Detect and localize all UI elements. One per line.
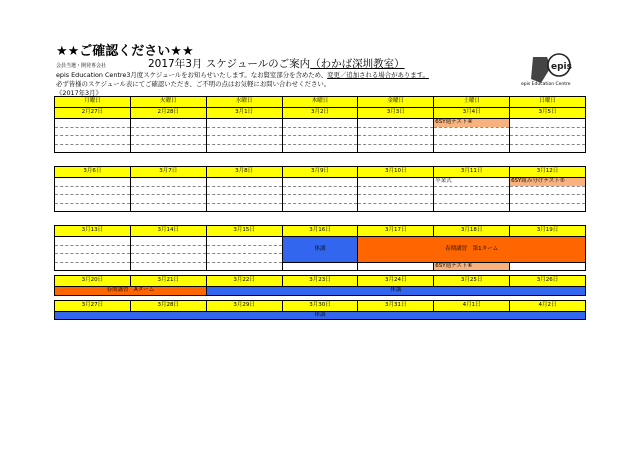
event-spring-course-block: 春期講習 Aターム <box>55 287 207 296</box>
date-cell: 3月24日 <box>358 276 434 287</box>
page-title: ★★ご確認ください★★ <box>56 44 194 59</box>
event-holiday-block: 休講 <box>282 237 358 263</box>
date-cell: 2月27日 <box>55 108 131 119</box>
date-cell: 3月1日 <box>206 108 282 119</box>
week-4-dates <box>55 276 586 287</box>
logo-caption: epis Education Centre <box>521 82 571 87</box>
date-cell: 3月5日 <box>510 108 586 119</box>
company-line: 会員当選・開発専会社 <box>56 63 107 69</box>
week-5-dates <box>55 300 586 311</box>
notice-text: epis Education Centre3月度スケジュールをお知らせいたします。なお賢室部分を含めため、 <box>56 71 328 79</box>
date-cell: 3月9日 <box>282 167 358 178</box>
week-1-row-2 <box>55 127 586 136</box>
month-label: 《2017年3月》 <box>56 89 102 97</box>
date-cell: 2月28日 <box>130 108 206 119</box>
subtitle-school: （わかば深圳教室） <box>310 58 405 70</box>
date-cell: 3月22日 <box>206 276 282 287</box>
weekday-thu: 木曜日 <box>282 97 358 108</box>
weekday-mon: 月曜日 <box>55 97 131 108</box>
date-cell: 3月8日 <box>206 167 282 178</box>
week-1-row-1 <box>55 119 586 128</box>
schedule-calendar <box>54 96 586 320</box>
date-cell: 3月26日 <box>510 276 586 287</box>
date-cell: 3月6日 <box>55 167 131 178</box>
date-cell: 3月20日 <box>55 276 131 287</box>
notice-line-2: 必ず皆様のスケジュール表にてご確認いただき、ご不明の点はお気軽にお問い合わせください。 <box>56 80 331 88</box>
week-2-row-1 <box>55 178 586 187</box>
event-holiday-block: 休講 <box>55 311 586 320</box>
date-cell: 3月13日 <box>55 226 131 237</box>
event-test-cell: 6SY週テスト④ <box>434 119 510 128</box>
event-holiday-block: 休講 <box>206 287 585 296</box>
date-cell: 3月19日 <box>510 226 586 237</box>
date-cell: 3月14日 <box>130 226 206 237</box>
date-cell: 3月4日 <box>434 108 510 119</box>
event-test-cell: 6SY週テスト⑥ <box>434 262 510 271</box>
date-cell: 3月27日 <box>55 300 131 311</box>
date-cell: 3月16日 <box>282 226 358 237</box>
event-graduation-cell: 卒業式 <box>434 178 510 187</box>
date-cell: 3月29日 <box>206 300 282 311</box>
event-test-cell: 6SY組み分けテスト⑤ <box>510 178 586 187</box>
week-2-row-3 <box>55 195 586 204</box>
date-cell: 3月7日 <box>130 167 206 178</box>
week-1-row-4 <box>55 144 586 153</box>
week-2-row-4 <box>55 203 586 212</box>
date-cell: 4月2日 <box>510 300 586 311</box>
week-3-row-4 <box>55 262 586 271</box>
week-3-dates <box>55 226 586 237</box>
date-cell: 3月11日 <box>434 167 510 178</box>
schedule-subtitle <box>148 56 405 71</box>
date-cell: 3月21日 <box>130 276 206 287</box>
date-cell: 3月3日 <box>358 108 434 119</box>
notice-line-1 <box>56 70 429 79</box>
weekday-fri: 金曜日 <box>358 97 434 108</box>
date-cell: 3月12日 <box>510 167 586 178</box>
weekday-sat: 土曜日 <box>434 97 510 108</box>
week-2-dates <box>55 167 586 178</box>
date-cell: 3月15日 <box>206 226 282 237</box>
date-cell: 3月28日 <box>130 300 206 311</box>
event-spring-course-block: 春期講習 第1ターム <box>358 237 586 263</box>
week-2-row-2 <box>55 186 586 195</box>
weekday-header-row <box>55 97 586 108</box>
weekday-tue: 火曜日 <box>130 97 206 108</box>
date-cell: 3月23日 <box>282 276 358 287</box>
date-cell: 3月25日 <box>434 276 510 287</box>
date-cell: 3月17日 <box>358 226 434 237</box>
date-cell: 3月30日 <box>282 300 358 311</box>
logo-mark-text: epis <box>551 62 572 72</box>
date-cell: 4月1日 <box>434 300 510 311</box>
date-cell: 3月10日 <box>358 167 434 178</box>
weekday-wed: 水曜日 <box>206 97 282 108</box>
date-cell: 3月18日 <box>434 226 510 237</box>
date-cell: 3月2日 <box>282 108 358 119</box>
week-1-row-3 <box>55 136 586 145</box>
week-1-dates <box>55 108 586 119</box>
weekday-sun: 日曜日 <box>510 97 586 108</box>
date-cell: 3月31日 <box>358 300 434 311</box>
notice-change-text: 変更／追加される場合があります。 <box>327 71 429 79</box>
week-3-row-1 <box>55 237 586 246</box>
subtitle-prefix: 2017年3月 スケジュールのご案内 <box>148 58 311 70</box>
